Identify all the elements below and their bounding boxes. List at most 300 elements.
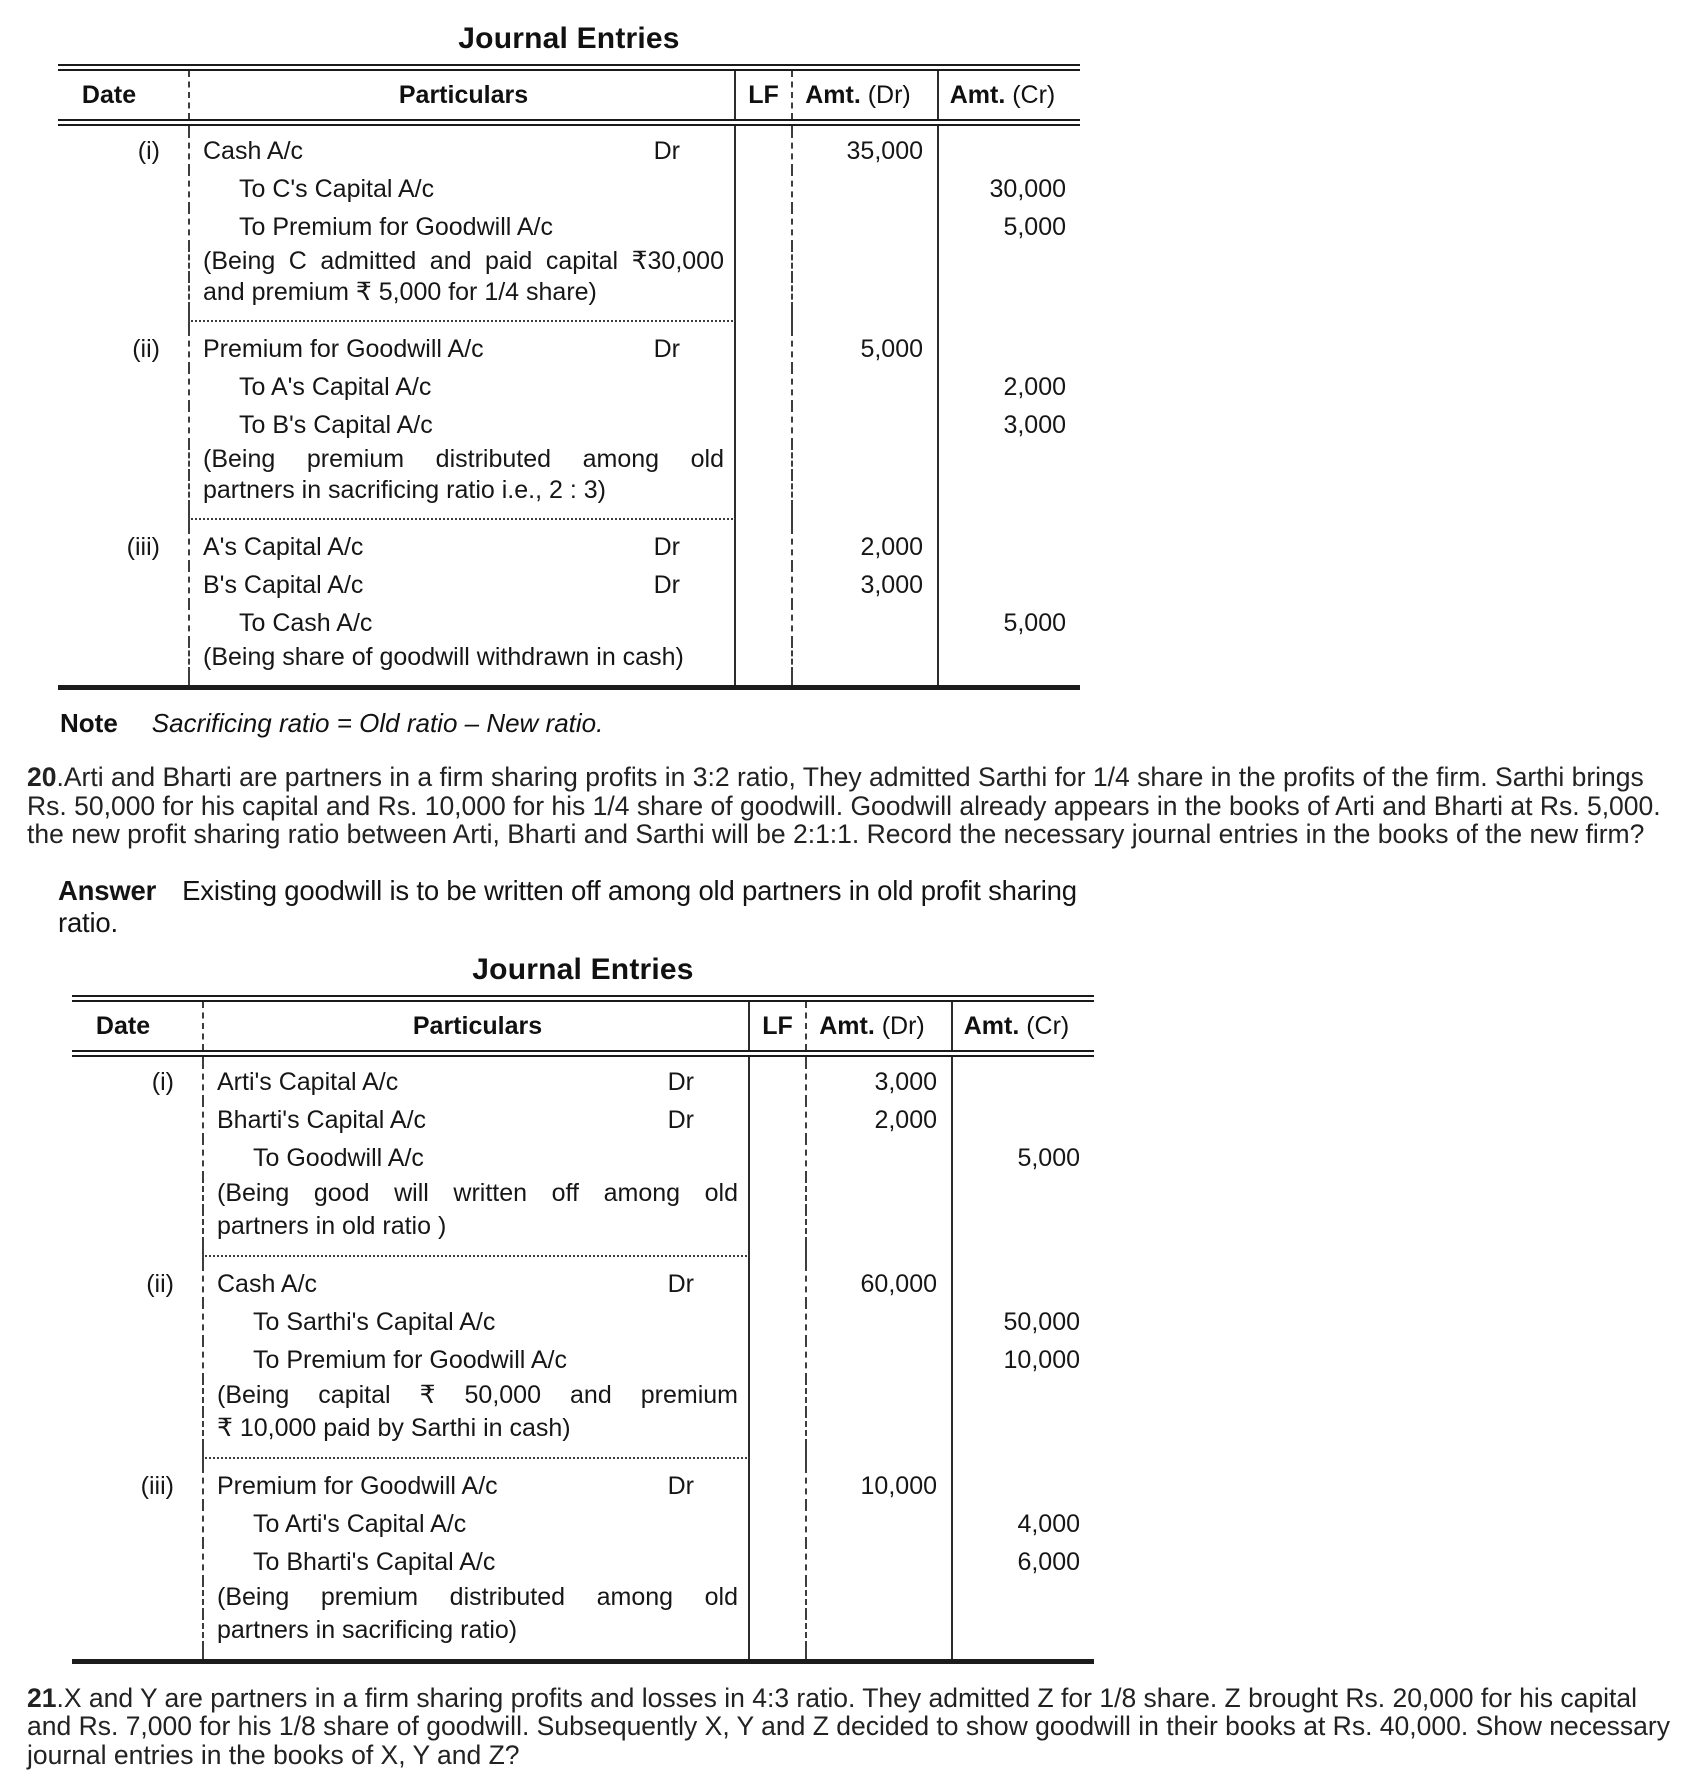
- credit-amount-cell: [953, 1614, 1094, 1647]
- date-cell: [58, 208, 188, 246]
- header-label: Amt.: [819, 1011, 875, 1040]
- particulars-cell: [188, 475, 736, 506]
- particulars-cell: [188, 673, 736, 685]
- lf-cell: [750, 1210, 807, 1243]
- debit-amount-cell: [807, 1543, 953, 1581]
- journal-row: [58, 368, 1080, 406]
- date-cell: [58, 277, 188, 308]
- particulars-cell: [188, 566, 736, 604]
- lf-cell: [750, 1303, 807, 1341]
- journal-row: [72, 1265, 1094, 1303]
- particulars-cell: [188, 528, 736, 566]
- debit-amount-cell: [793, 604, 939, 642]
- date-cell: [58, 170, 188, 208]
- credit-account-line: To C's Capital A/c: [239, 175, 435, 203]
- credit-amount-cell: [953, 1265, 1094, 1303]
- account-name: Premium for Goodwill A/c: [217, 1471, 498, 1500]
- lf-cell: [750, 1581, 807, 1614]
- debit-amount: 2,000: [793, 528, 939, 566]
- date-cell: (i): [137, 137, 160, 165]
- date-cell: (iii): [140, 1471, 174, 1500]
- lf-cell: [750, 1063, 807, 1101]
- lf-cell: [736, 673, 793, 685]
- lf-cell: [750, 1177, 807, 1210]
- credit-amount-cell: [939, 475, 1080, 506]
- date-cell: [58, 506, 188, 518]
- credit-amount-cell: [953, 1101, 1094, 1139]
- header-bottom-rule: [58, 119, 1080, 126]
- table-header-row: [72, 1002, 1094, 1050]
- debit-amount-cell: [807, 1303, 953, 1341]
- credit-amount-cell: [953, 1647, 1094, 1659]
- narration-line: (Being good will written off among old: [217, 1178, 738, 1207]
- header-label-rest: (Cr): [1005, 81, 1056, 109]
- lf-cell: [750, 1505, 807, 1543]
- lf-cell: LF: [736, 71, 793, 119]
- credit-account-line: To A's Capital A/c: [239, 373, 432, 401]
- answer-paragraph: [58, 875, 1098, 939]
- account-name: Arti's Capital A/c: [217, 1067, 399, 1096]
- table-body: [58, 126, 1080, 685]
- particulars-cell: [188, 642, 736, 673]
- date-cell: [58, 368, 188, 406]
- debit-amount-cell: [793, 320, 939, 330]
- date-cell: [58, 475, 188, 506]
- journal-row: [72, 1457, 1094, 1467]
- date-cell: (ii): [146, 1269, 174, 1298]
- credit-amount-cell: [953, 1445, 1094, 1457]
- particulars-cell: [202, 1445, 750, 1457]
- lf-cell: [750, 1647, 807, 1659]
- credit-amount-cell: [939, 246, 1080, 277]
- particulars-cell: [202, 1647, 750, 1659]
- date-cell: [72, 1543, 202, 1581]
- table-bottom-rule: [72, 1659, 1094, 1664]
- account-line: [203, 330, 724, 368]
- lf-cell: [736, 308, 793, 320]
- header-label-rest: (Dr): [874, 1011, 925, 1040]
- debit-amount-cell: [793, 277, 939, 308]
- journal-entries-title-2: Journal Entries: [472, 952, 694, 986]
- journal-row: [58, 308, 1080, 320]
- narration-line: partners in sacrificing ratio i.e., 2 : 3): [203, 476, 606, 504]
- debit-amount-cell: [807, 1255, 953, 1265]
- account-name: B's Capital A/c: [203, 571, 364, 599]
- journal-table-1: [58, 64, 1080, 690]
- journal-row: [58, 604, 1080, 642]
- date-cell: [58, 246, 188, 277]
- particulars-cell: [202, 1243, 750, 1255]
- credit-amount-cell: [953, 1002, 1094, 1050]
- lf-cell: [750, 1243, 807, 1255]
- credit-amount: 50,000: [1003, 1307, 1080, 1336]
- particulars-cell: [188, 308, 736, 320]
- credit-amount-cell: [939, 71, 1080, 119]
- question-21: [27, 1684, 1685, 1770]
- journal-row: [72, 1177, 1094, 1210]
- debit-amount-cell: [793, 475, 939, 506]
- credit-amount-cell: [953, 1457, 1094, 1467]
- credit-account-line: To Cash A/c: [239, 609, 373, 637]
- lf-cell: [750, 1341, 807, 1379]
- particulars-cell: [188, 208, 736, 246]
- particulars-cell: [188, 444, 736, 475]
- particulars-cell: [202, 1303, 750, 1341]
- journal-row: [58, 475, 1080, 506]
- journal-row: [72, 1505, 1094, 1543]
- date-cell: [72, 1101, 202, 1139]
- date-cell: [58, 444, 188, 475]
- date-cell: [72, 1457, 202, 1467]
- date-cell: (i): [151, 1067, 174, 1096]
- question-21-text: .X and Y are partners in a firm sharing profits and losses in 4:3 ratio. They admitted Z for 1/8 share. Z brought Rs. 20,000 for his capital and Rs. 7,000 for his 1/8 share of goodwill. Subsequently X, Y and Z decided to show goodwill in their books at Rs. 40,000. Show necessary journal entries in the books of X, Y and Z?: [27, 1682, 1670, 1770]
- journal-row: [72, 1647, 1094, 1659]
- particulars-cell: [188, 604, 736, 642]
- narration-line: partners in old ratio ): [217, 1211, 447, 1240]
- particulars-cell: [188, 246, 736, 277]
- date-cell: (iii): [126, 533, 160, 561]
- particulars-cell: [202, 1265, 750, 1303]
- credit-amount-cell: [953, 1467, 1094, 1505]
- note-label: Note: [60, 708, 118, 738]
- credit-amount: 4,000: [1017, 1509, 1080, 1538]
- date-cell: [72, 1445, 202, 1457]
- dr-marker: Dr: [667, 1471, 694, 1500]
- journal-row: [58, 208, 1080, 246]
- journal-table-2: [72, 995, 1094, 1664]
- particulars-cell: [202, 1101, 750, 1139]
- particulars-cell: [202, 1341, 750, 1379]
- debit-amount-cell: [807, 1647, 953, 1659]
- date-cell: [58, 320, 188, 330]
- particulars-cell: [188, 320, 736, 330]
- journal-row: [72, 1210, 1094, 1243]
- credit-account-line: To Arti's Capital A/c: [253, 1509, 467, 1538]
- debit-amount-cell: [807, 1243, 953, 1255]
- credit-amount-cell: [939, 132, 1080, 170]
- credit-amount-cell: [953, 1379, 1094, 1412]
- credit-account-line: To Goodwill A/c: [253, 1143, 424, 1172]
- particulars-cell: [188, 406, 736, 444]
- lf-cell: [736, 320, 793, 330]
- date-cell: [72, 1412, 202, 1445]
- note-line: [60, 708, 1700, 739]
- answer-label: Answer: [58, 874, 157, 906]
- journal-row: [72, 1303, 1094, 1341]
- date-cell: [58, 673, 188, 685]
- lf-cell: [750, 1265, 807, 1303]
- date-cell: [72, 1505, 202, 1543]
- credit-amount-cell: [939, 518, 1080, 528]
- particulars-cell: Particulars: [188, 71, 736, 119]
- credit-amount-cell: [953, 1210, 1094, 1243]
- table-top-rule: [58, 64, 1080, 71]
- date-cell: [58, 642, 188, 673]
- narration-line: partners in sacrificing ratio): [217, 1615, 518, 1644]
- credit-amount: 3,000: [1003, 411, 1066, 439]
- date-cell: Date: [81, 81, 137, 109]
- lf-cell: [736, 518, 793, 528]
- journal-row: [72, 1255, 1094, 1265]
- header-bottom-rule: [72, 1050, 1094, 1057]
- narration-line: ₹ 10,000 paid by Sarthi in cash): [217, 1413, 571, 1442]
- account-name: A's Capital A/c: [203, 533, 364, 561]
- journal-entries-title-1: Journal Entries: [458, 22, 680, 55]
- note-text: Sacrificing ratio = Old ratio – New ratio.: [151, 708, 604, 738]
- journal-row: [72, 1445, 1094, 1457]
- particulars-cell: [188, 368, 736, 406]
- debit-amount-cell: [793, 444, 939, 475]
- lf-cell: LF: [750, 1002, 807, 1050]
- journal-row: [58, 444, 1080, 475]
- debit-amount-cell: [807, 1177, 953, 1210]
- account-line: [217, 1265, 738, 1303]
- credit-account-line: To Premium for Goodwill A/c: [253, 1345, 567, 1374]
- particulars-cell: [202, 1457, 750, 1467]
- journal-row: [72, 1341, 1094, 1379]
- credit-amount: 2,000: [1003, 373, 1066, 401]
- account-name: Cash A/c: [203, 137, 304, 165]
- lf-cell: [750, 1445, 807, 1457]
- lf-cell: [736, 566, 793, 604]
- credit-amount: 10,000: [1003, 1345, 1080, 1374]
- debit-amount-cell: [807, 1445, 953, 1457]
- narration-line: (Being C admitted and paid capital ₹30,000: [203, 247, 724, 275]
- lf-cell: [750, 1467, 807, 1505]
- lf-cell: [750, 1543, 807, 1581]
- credit-amount: 6,000: [1017, 1547, 1080, 1576]
- debit-amount: 3,000: [793, 566, 939, 604]
- dr-marker: Dr: [653, 335, 680, 363]
- particulars-cell: [202, 1177, 750, 1210]
- credit-amount-cell: [939, 566, 1080, 604]
- lf-cell: [736, 208, 793, 246]
- account-name: Cash A/c: [217, 1269, 318, 1298]
- debit-amount: 5,000: [793, 330, 939, 368]
- debit-amount: 10,000: [807, 1467, 953, 1505]
- credit-amount-cell: [953, 1243, 1094, 1255]
- journal-row: [72, 1614, 1094, 1647]
- journal-row: [58, 132, 1080, 170]
- credit-amount: 5,000: [1003, 609, 1066, 637]
- narration-line: (Being premium distributed among old: [203, 445, 724, 473]
- date-cell: [58, 308, 188, 320]
- debit-amount-cell: [793, 208, 939, 246]
- debit-amount-cell: [807, 1581, 953, 1614]
- debit-amount-cell: [807, 1614, 953, 1647]
- credit-amount: 30,000: [989, 175, 1066, 203]
- debit-amount-cell: [807, 1457, 953, 1467]
- lf-cell: [750, 1412, 807, 1445]
- lf-cell: [736, 506, 793, 518]
- journal-row: [72, 1581, 1094, 1614]
- debit-amount: 2,000: [807, 1101, 953, 1139]
- particulars-cell: [202, 1063, 750, 1101]
- credit-amount-cell: [939, 320, 1080, 330]
- debit-amount: 35,000: [793, 132, 939, 170]
- lf-cell: [736, 246, 793, 277]
- table-body: [72, 1057, 1094, 1659]
- particulars-cell: [202, 1210, 750, 1243]
- account-line: [203, 132, 724, 170]
- question-20-text: .Arti and Bharti are partners in a firm sharing profits in 3:2 ratio, They admitted Sarthi for 1/4 share in the profits of the firm. Sarthi brings Rs. 50,000 for his capital and Rs. 10,000 for his 1/4 share of goodwill. Goodwill already appears in the books of Arti and Bharti at Rs. 5,000. the new profit sharing ratio between Arti, Bharti and Sarthi will be 2:1:1. Record the necessary journal entries in the books of the new firm?: [27, 762, 1661, 849]
- date-cell: [72, 1647, 202, 1659]
- journal-row: [72, 1467, 1094, 1505]
- particulars-cell: [202, 1139, 750, 1177]
- date-cell: [72, 1255, 202, 1265]
- header-label-rest: (Cr): [1019, 1011, 1070, 1040]
- lf-cell: [750, 1255, 807, 1265]
- credit-account-line: To Sarthi's Capital A/c: [253, 1307, 496, 1336]
- date-cell: [58, 604, 188, 642]
- credit-account-line: To Bharti's Capital A/c: [253, 1547, 496, 1576]
- particulars-cell: [202, 1412, 750, 1445]
- date-cell: [72, 1379, 202, 1412]
- credit-amount-cell: [939, 277, 1080, 308]
- journal-row: [58, 170, 1080, 208]
- journal-row: [58, 506, 1080, 518]
- date-cell: [72, 1341, 202, 1379]
- dr-marker: Dr: [653, 571, 680, 599]
- debit-amount-cell: [807, 1139, 953, 1177]
- header-label: Amt.: [949, 81, 1006, 109]
- date-cell: Date: [95, 1011, 151, 1040]
- lf-cell: [736, 475, 793, 506]
- date-cell: [58, 566, 188, 604]
- journal-row: [72, 1243, 1094, 1255]
- particulars-cell: [188, 277, 736, 308]
- credit-amount-cell: [939, 308, 1080, 320]
- date-cell: (ii): [132, 335, 160, 363]
- credit-amount-cell: [953, 1177, 1094, 1210]
- debit-amount: 3,000: [807, 1063, 953, 1101]
- particulars-cell: [202, 1255, 750, 1265]
- debit-amount: 60,000: [807, 1265, 953, 1303]
- account-line: [203, 566, 724, 604]
- date-cell: [72, 1210, 202, 1243]
- date-cell: [72, 1139, 202, 1177]
- particulars-cell: [202, 1379, 750, 1412]
- date-cell: [72, 1614, 202, 1647]
- date-cell: [72, 1243, 202, 1255]
- lf-cell: [750, 1139, 807, 1177]
- journal-row: [72, 1101, 1094, 1139]
- credit-amount-cell: [939, 506, 1080, 518]
- header-label: Amt.: [805, 81, 861, 109]
- journal-row: [58, 246, 1080, 277]
- credit-account-line: To B's Capital A/c: [239, 411, 433, 439]
- answer-text: Existing goodwill is to be written off among old partners in old profit sharing ratio.: [58, 874, 1077, 938]
- header-label-rest: (Dr): [860, 81, 911, 109]
- journal-entries-section-1: [0, 22, 1700, 690]
- credit-amount-cell: [939, 330, 1080, 368]
- dr-marker: Dr: [667, 1269, 694, 1298]
- debit-amount-cell: [793, 673, 939, 685]
- debit-amount-cell: [793, 308, 939, 320]
- particulars-cell: [202, 1505, 750, 1543]
- table-header-row: [58, 71, 1080, 119]
- lf-cell: [736, 444, 793, 475]
- lf-cell: [750, 1614, 807, 1647]
- credit-amount-cell: [939, 444, 1080, 475]
- debit-amount-cell: [793, 518, 939, 528]
- particulars-cell: [202, 1614, 750, 1647]
- lf-cell: [736, 170, 793, 208]
- journal-row: [58, 406, 1080, 444]
- credit-amount: 5,000: [1017, 1143, 1080, 1172]
- narration-line: and premium ₹ 5,000 for 1/4 share): [203, 278, 597, 306]
- particulars-cell: [188, 170, 736, 208]
- table-top-rule: [72, 995, 1094, 1002]
- account-name: Premium for Goodwill A/c: [203, 335, 484, 363]
- account-line: [217, 1467, 738, 1505]
- particulars-cell: Particulars: [202, 1002, 750, 1050]
- debit-amount-cell: [793, 246, 939, 277]
- credit-amount-cell: [939, 528, 1080, 566]
- date-cell: [72, 1581, 202, 1614]
- journal-row: [58, 642, 1080, 673]
- particulars-cell: [202, 1543, 750, 1581]
- debit-amount-cell: [793, 642, 939, 673]
- question-21-number: 21: [27, 1682, 57, 1713]
- lf-cell: [736, 642, 793, 673]
- lf-cell: [736, 406, 793, 444]
- lf-cell: [750, 1101, 807, 1139]
- debit-amount-cell: [807, 1505, 953, 1543]
- debit-amount-cell: [807, 1341, 953, 1379]
- journal-row: [72, 1379, 1094, 1412]
- lf-cell: [736, 528, 793, 566]
- lf-cell: [736, 132, 793, 170]
- particulars-cell: [202, 1581, 750, 1614]
- narration-line: (Being capital ₹ 50,000 and premium: [217, 1380, 738, 1409]
- journal-row: [58, 277, 1080, 308]
- lf-cell: [736, 604, 793, 642]
- debit-amount-cell: [807, 1412, 953, 1445]
- particulars-cell: [188, 132, 736, 170]
- debit-amount-cell: [793, 406, 939, 444]
- particulars-cell: [188, 518, 736, 528]
- journal-row: [58, 320, 1080, 330]
- debit-amount-cell: [793, 71, 939, 119]
- journal-row: [72, 1543, 1094, 1581]
- journal-row: [58, 673, 1080, 685]
- debit-amount-cell: [793, 170, 939, 208]
- journal-row: [72, 1063, 1094, 1101]
- credit-amount-cell: [953, 1581, 1094, 1614]
- debit-amount-cell: [793, 506, 939, 518]
- credit-amount-cell: [953, 1255, 1094, 1265]
- question-20: [27, 763, 1685, 849]
- table-bottom-rule: [58, 685, 1080, 690]
- dr-marker: Dr: [667, 1105, 694, 1134]
- credit-amount-cell: [939, 673, 1080, 685]
- dr-marker: Dr: [653, 137, 680, 165]
- particulars-cell: [188, 506, 736, 518]
- narration-line: (Being premium distributed among old: [217, 1582, 738, 1611]
- date-cell: [58, 406, 188, 444]
- lf-cell: [750, 1457, 807, 1467]
- journal-row: [58, 330, 1080, 368]
- narration-line: (Being share of goodwill withdrawn in cash): [203, 643, 684, 671]
- particulars-cell: [188, 330, 736, 368]
- credit-account-line: To Premium for Goodwill A/c: [239, 213, 553, 241]
- journal-row: [58, 518, 1080, 528]
- account-line: [217, 1063, 738, 1101]
- debit-amount-cell: [807, 1002, 953, 1050]
- account-name: Bharti's Capital A/c: [217, 1105, 427, 1134]
- debit-amount-cell: [793, 368, 939, 406]
